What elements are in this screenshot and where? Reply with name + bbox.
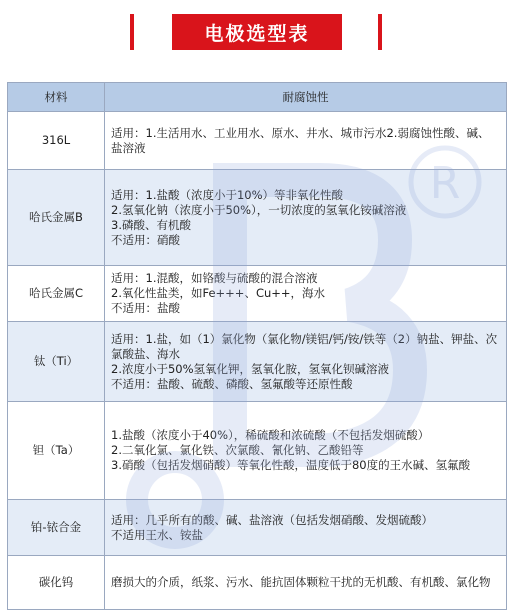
table-row <box>8 112 507 170</box>
resistance-line: 磨损大的介质，纸浆、污水、能抗固体颗粒干扰的无机酸、有机酸、氯化物 <box>111 575 491 589</box>
resistance-line: 适用：1.混酸，如铬酸与硫酸的混合溶液 <box>111 271 318 285</box>
material-cell: 钛（Ti） <box>8 322 105 402</box>
resistance-cell <box>105 266 507 322</box>
table-header-row <box>8 83 507 112</box>
page-title: 电极选型表 <box>172 14 342 50</box>
header-material: 材料 <box>8 83 105 112</box>
material-cell: 钽（Ta） <box>8 402 105 500</box>
resistance-line: 适用：1.生活用水、工业用水、原水、井水、城市污水2.弱腐蚀性酸、碱、盐溶液 <box>111 125 490 155</box>
title-accent-left <box>130 14 134 50</box>
table-row <box>8 266 507 322</box>
material-cell: 铂-铱合金 <box>8 500 105 556</box>
resistance-line: 2.浓度小于50%氢氧化钾，氢氧化胺，氢氧化钡碱溶液 <box>111 361 390 376</box>
resistance-cell <box>105 402 507 500</box>
resistance-line: 适用：几乎所有的酸、碱、盐溶液（包括发烟硝酸、发烟硫酸） <box>111 512 433 527</box>
table-row <box>8 556 507 610</box>
table-row <box>8 402 507 500</box>
resistance-cell <box>105 170 507 266</box>
resistance-cell <box>105 500 507 556</box>
resistance-line: 2.二氧化氯、氯化铁、次氯酸、氰化钠、乙酸铅等 <box>111 443 364 457</box>
svg-text:R: R <box>429 158 461 209</box>
electrode-selection-table <box>7 82 507 610</box>
header-corrosion-resistance: 耐腐蚀性 <box>105 83 507 112</box>
material-cell: 哈氏金属B <box>8 170 105 266</box>
resistance-line: 不适用王水、铵盐 <box>111 527 203 542</box>
resistance-line: 不适用：硝酸 <box>111 232 180 247</box>
title-banner <box>0 14 514 54</box>
resistance-line: 3.磷酸、有机酸 <box>111 217 191 232</box>
resistance-cell <box>105 322 507 402</box>
material-cell: 316L <box>8 112 105 170</box>
title-accent-right <box>378 14 382 50</box>
resistance-line: 2.氢氧化钠（浓度小于50%），一切浓度的氢氧化铵碱溶液 <box>111 202 407 217</box>
resistance-line: 适用：1.盐，如（1）氯化物（氯化物/镁铝/钙/铵/铁等（2）钠盐、钾盐、次氯酸盐、海水 <box>111 331 498 361</box>
resistance-cell <box>105 556 507 610</box>
table-row <box>8 322 507 402</box>
resistance-line: 适用：1.盐酸（浓度小于10%）等非氧化性酸 <box>111 187 344 202</box>
resistance-line: 2.氧化性盐类，如Fe+++、Cu++，海水 <box>111 286 326 300</box>
resistance-line: 3.硝酸（包括发烟硝酸）等氧化性酸，温度低于80度的王水碱、氢氟酸 <box>111 458 471 472</box>
table-row <box>8 170 507 266</box>
resistance-line: 1.盐酸（浓度小于40%），稀硫酸和浓硫酸（不包括发烟硫酸） <box>111 428 430 442</box>
material-cell: 碳化钨 <box>8 556 105 610</box>
table-row <box>8 500 507 556</box>
resistance-line: 不适用：盐酸 <box>111 301 180 315</box>
resistance-line: 不适用：盐酸、硫酸、磷酸、氢氟酸等还原性酸 <box>111 376 353 391</box>
resistance-cell <box>105 112 507 170</box>
material-cell: 哈氏金属C <box>8 266 105 322</box>
